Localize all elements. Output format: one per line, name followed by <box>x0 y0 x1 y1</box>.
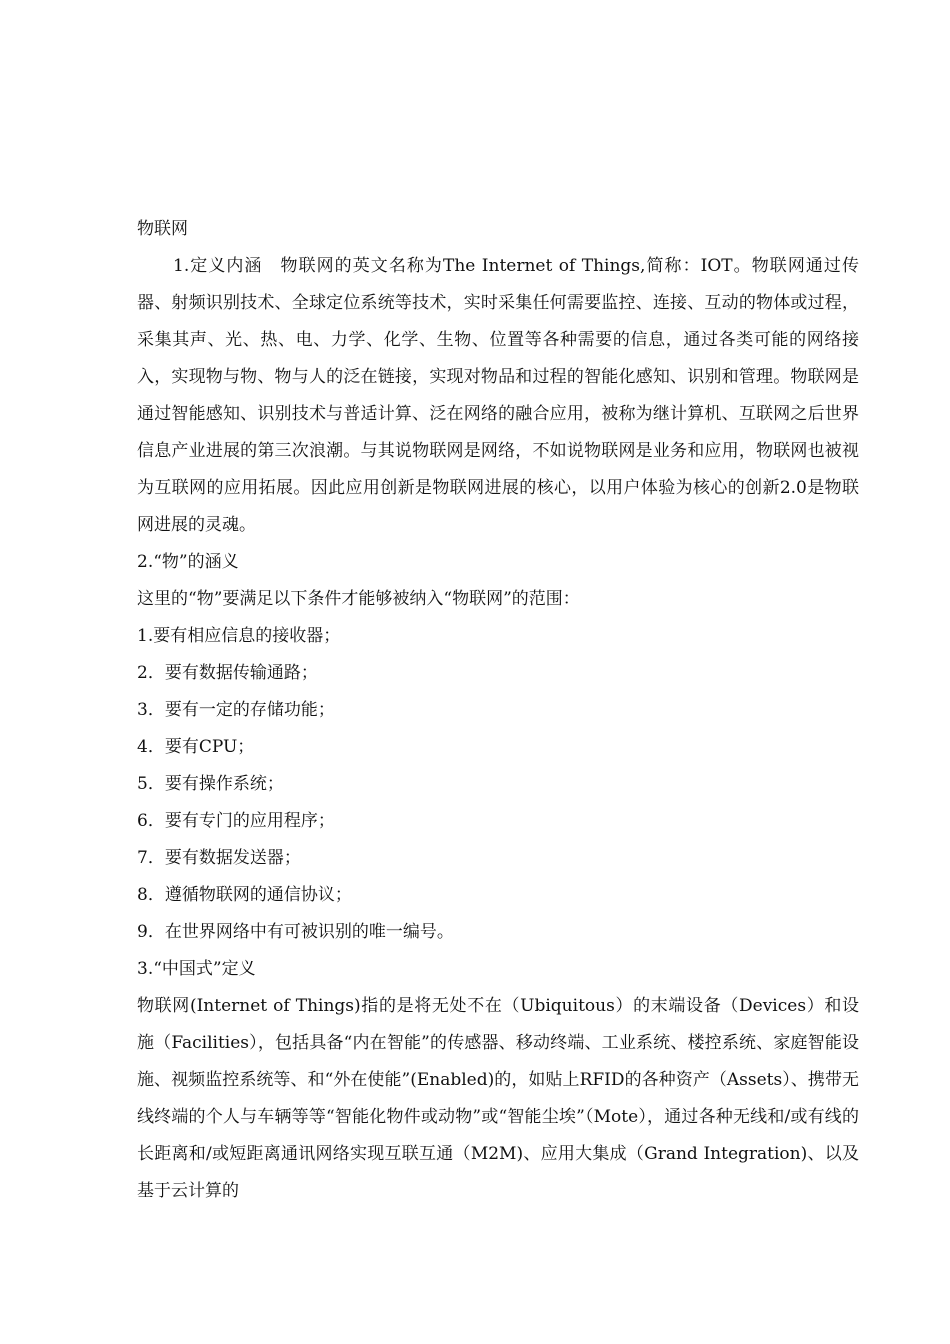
condition-item: 7．要有数据发送器； <box>137 848 301 868</box>
condition-item: 1.要有相应信息的接收器； <box>137 626 341 646</box>
section-heading-chinese-definition: 3.“中国式”定义 <box>137 959 256 979</box>
condition-item: 9．在世界网络中有可被识别的唯一编号。 <box>137 922 454 942</box>
condition-item: 5．要有操作系统； <box>137 774 284 794</box>
document-body <box>137 211 859 1210</box>
condition-item: 8．遵循物联网的通信协议； <box>137 885 352 905</box>
document-title: 物联网 <box>137 219 188 239</box>
condition-item: 4．要有CPU； <box>137 737 255 757</box>
condition-item: 3．要有一定的存储功能； <box>137 700 335 720</box>
condition-item: 2．要有数据传输通路； <box>137 663 318 683</box>
chinese-definition-paragraph: 物联网(Internet of Things)指的是将无处不在（Ubiquitous）的末端设备（Devices）和设施（Facilities），包括具备“内在智能”的传感器、移动终端、工业系统、楼控系统、家庭智能设施、视频监控系统等、和“外在使能”(Enabled)的，如贴上RFID的各种资产（Assets）、携带无线终端的个人与车辆等等“智能化物件或动物”或“智能尘埃”（Mote），通过各种无线和/或有线的长距离和/或短距离通讯网络实现互联互通（M2M)、应用大集成（Grand Integration)、以及基于云计算的 <box>137 996 859 1201</box>
section-heading-meaning: 2.“物”的涵义 <box>137 552 239 572</box>
definition-paragraph: 1.定义内涵 物联网的英文名称为The Internet of Things,简称：IOT。物联网通过传器、射频识别技术、全球定位系统等技术，实时采集任何需要监控、连接、互动的物体或过程，采集其声、光、热、电、力学、化学、生物、位置等各种需要的信息，通过各类可能的网络接入，实现物与物、物与人的泛在链接，实现对物品和过程的智能化感知、识别和管理。物联网是通过智能感知、识别技术与普适计算、泛在网络的融合应用，被称为继计算机、互联网之后世界信息产业进展的第三次浪潮。与其说物联网是网络，不如说物联网是业务和应用，物联网也被视为互联网的应用拓展。因此应用创新是物联网进展的核心，以用户体验为核心的创新2.0是物联网进展的灵魂。 <box>137 256 859 535</box>
condition-item: 6．要有专门的应用程序； <box>137 811 335 831</box>
conditions-intro: 这里的“物”要满足以下条件才能够被纳入“物联网”的范围： <box>137 589 580 609</box>
